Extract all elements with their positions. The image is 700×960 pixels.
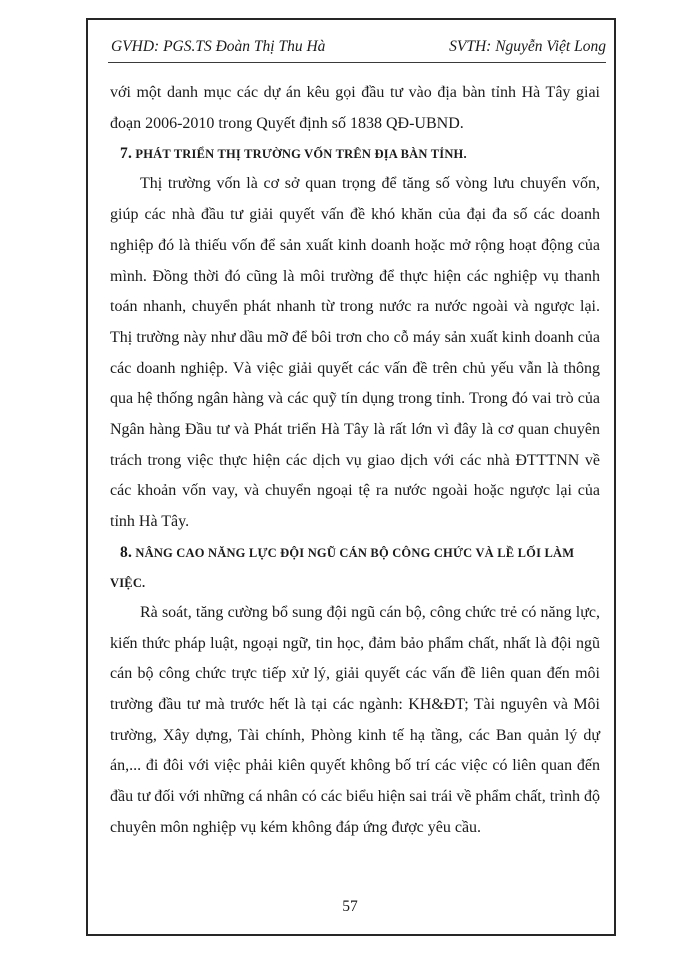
page-content <box>110 78 600 843</box>
section-8-number: 8. <box>120 543 133 561</box>
page-header <box>0 24 700 54</box>
section-8-title-line2: VIỆC. <box>110 575 146 590</box>
section-7-paragraph: Thị trường vốn là cơ sở quan trọng để tăng số vòng lưu chuyển vốn, giúp các nhà đầu tư giải quyết vấn đề khó khăn của đại đa số các doanh nghiệp đó là thiếu vốn để sản xuất kinh doanh hoặc mở rộng hoạt động của mình. Đồng thời đó cũng là môi trường để thực hiện các nghiệp vụ thanh toán nhanh, chuyển phát nhanh từ trong nước ra nước ngoài và ngược lại. Thị trường này như dầu mỡ để bôi trơn cho cỗ máy sản xuất kinh doanh của các doanh nghiệp. Và việc giải quyết các vấn đề trên chủ yếu vẫn là thông qua hệ thống ngân hàng và các quỹ tín dụng trong tỉnh. Trong đó vai trò của Ngân hàng Đầu tư và Phát triển Hà Tây là rất lớn vì đây là cơ quan chuyên trách trong việc thực hiện các dịch vụ giao dịch với các nhà ĐTTTNN về các khoản vốn vay, và chuyển ngoại tệ ra nước ngoài hoặc ngược lại của tỉnh Hà Tây. <box>110 175 600 531</box>
section-8-heading <box>110 538 600 598</box>
page-number: 57 <box>342 898 358 915</box>
header-divider <box>108 62 606 63</box>
intro-paragraph: với một danh mục các dự án kêu gọi đầu tư vào địa bàn tỉnh Hà Tây giai đoạn 2006-2010 trong Quyết định số 1838 QĐ-UBND. <box>110 84 600 132</box>
header-student: SVTH: Nguyễn Việt Long <box>449 38 606 55</box>
section-7-number: 7. <box>120 145 133 163</box>
section-7-heading <box>110 139 600 169</box>
section-7-title: PHÁT TRIỂN THỊ TRƯỜNG VỐN TRÊN ĐỊA BÀN TỈNH. <box>135 147 467 162</box>
header-supervisor: GVHD: PGS.TS Đoàn Thị Thu Hà <box>111 38 326 55</box>
section-8-paragraph: Rà soát, tăng cường bổ sung đội ngũ cán bộ, công chức trẻ có năng lực, kiến thức pháp luật, ngoại ngữ, tin học, đảm bảo phẩm chất, nhất là đội ngũ cán bộ công chức trực tiếp xử lý, giải quyết các vấn đề liên quan đến môi trường đầu tư mà trước hết là tại các ngành: KH&ĐT; Tài nguyên và Môi trường, Xây dựng, Tài chính, Phòng kinh tế hạ tầng, các Ban quản lý dự án,... đi đôi với việc phải kiên quyết không bố trí các việc có liên quan đến đầu tư đối với những cá nhân có các biểu hiện sai trái về phẩm chất, trình độ chuyên môn nghiệp vụ kém không đáp ứng được yêu cầu. <box>110 603 600 836</box>
section-8-title-line1: NÂNG CAO NĂNG LỰC ĐỘI NGŨ CÁN BỘ CÔNG CHỨC VÀ LỀ LỐI LÀM <box>135 545 575 560</box>
